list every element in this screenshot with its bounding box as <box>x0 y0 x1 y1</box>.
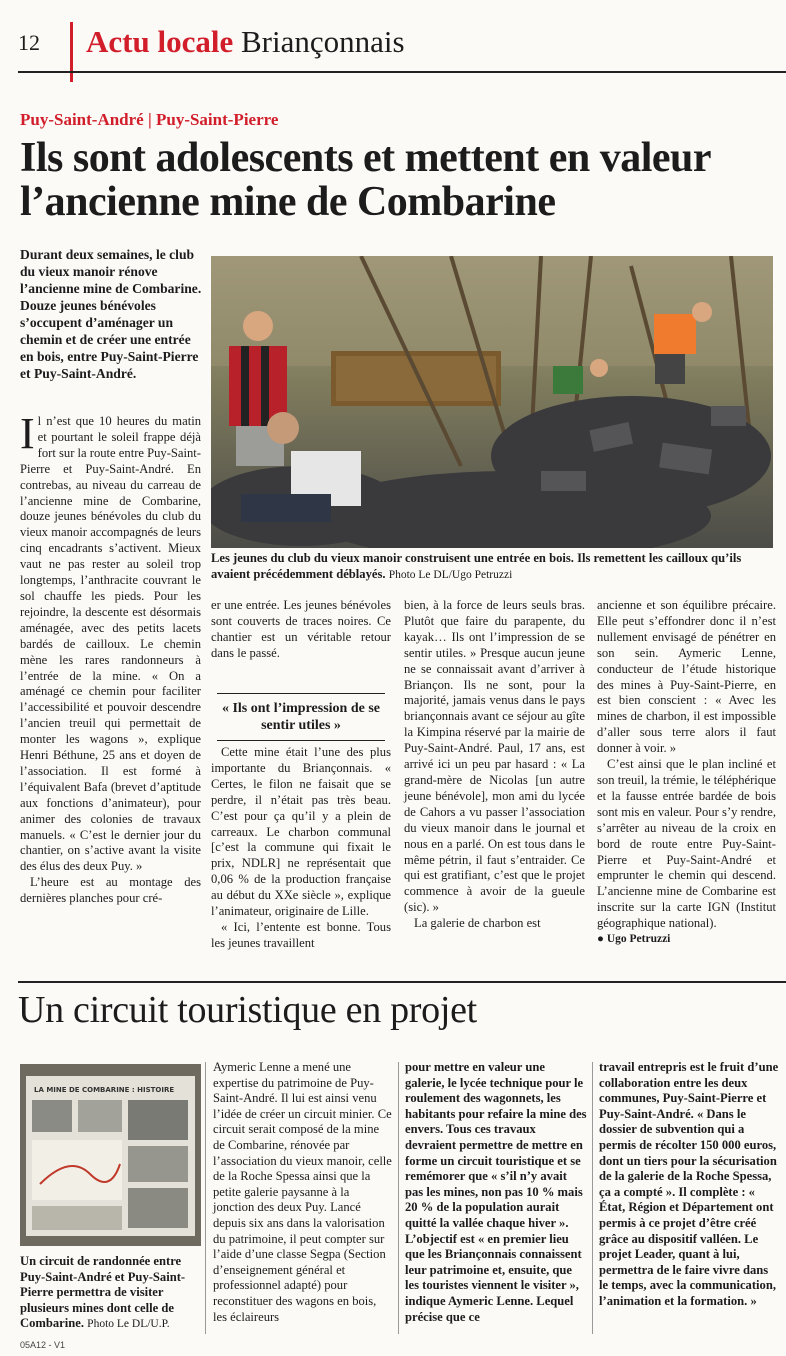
article-paragraph: er une entrée. Les jeunes bénévoles sont couverts de traces noires. Ce chantier est un véritable retour dans le passé. <box>211 598 391 660</box>
article-signature: ● Ugo Petruzzi <box>597 933 671 946</box>
column-rule <box>205 1062 206 1334</box>
page-code: 05A12 - V1 <box>20 1340 66 1350</box>
secondary-photo-caption-text: Un circuit de randonnée entre Puy-Saint-André et Puy-Saint-Pierre permettra de visiter plusieurs mines dont celle de Combarine. <box>20 1254 186 1330</box>
secondary-column-3: travail entrepris est le fruit d’une collaboration entre les deux communes, Puy-Saint-Pierre et Puy-Saint-André. « Dans le dossier de subvention qui a permis de récolter 150 000 euros, dont un tiers pour la sécurisation de la galerie de la Roche Spessa, ça a compté ». Il complète : « État, Région et Département ont permis à ce projet d’être créé grâce au dispositif valléen. Le projet Leader, quant à lui, permettra de le faire vivre dans le temps, avec la communication, l’animation et la formation. » <box>599 1060 779 1308</box>
photo-caption <box>211 551 773 583</box>
secondary-column-2: pour mettre en valeur une galerie, le lycée technique pour le roulement des wagonnets, les habitants pour refaire la mine des envers. Tous ces travaux devraient permettre de mettre en forme un circuit touristique et se remémorer que « s’il n’y avait pas les mines, non pas 10 % mais 20 % de la population aurait quitté la vallée chaque hiver ». L’objectif est « en premier lieu que les Briançonnais connaissent leur patrimoine et, ensuite, que les touristes viennent le visiter », indique Aymeric Lenne. Lequel précise que ce <box>405 1060 587 1324</box>
secondary-headline: Un circuit touristique en projet <box>18 989 477 1031</box>
article-column-3 <box>404 598 585 932</box>
article-paragraph: « Ici, l’entente est bonne. Tous les jeunes travaillent <box>211 919 391 950</box>
article-headline: Ils sont adolescents et mettent en valeur l’ancienne mine de Combarine <box>20 135 711 225</box>
section-separator <box>18 981 786 983</box>
article-lede: Durant deux semaines, le club du vieux manoir rénove l’ancienne mine de Combarine. Douze jeunes bénévoles s’occupent d’aménager un chemin et de créer une entrée en bois, entre Puy-Saint-Pierre et Puy-Saint-André. <box>20 247 202 381</box>
panel-sign-text: LA MINE DE COMBARINE : HISTOIRE <box>34 1086 175 1094</box>
section-title-bold: Actu locale <box>86 24 234 59</box>
photo-illustration <box>211 256 773 548</box>
article-paragraph: Cette mine était l’une des plus importante du Briançonnais. « Certes, le filon ne faisait que se perdre, il n’était pas très beau. C’est pour ça qu’il y a plein de carreaux. Le charbon communal [c’est la commune qui fixait le prix, NDLR] ne représentait que 0,06 % de la production française au début du XXe siècle », explique l’animateur, originaire de Lille. <box>211 745 391 919</box>
article-column-1 <box>20 409 201 907</box>
secondary-photo <box>20 1064 201 1246</box>
page-number: 12 <box>18 30 40 55</box>
info-panel-illustration <box>20 1064 201 1246</box>
article-photo <box>211 256 773 548</box>
column-rule <box>592 1062 593 1334</box>
photo-credit: Photo Le DL/Ugo Petruzzi <box>388 568 513 581</box>
article-column-2-cont <box>211 745 391 952</box>
header-divider <box>70 22 73 82</box>
drop-cap: I <box>20 409 35 458</box>
secondary-photo-caption <box>20 1254 201 1333</box>
article-kicker: Puy-Saint-André | Puy-Saint-Pierre <box>20 110 279 129</box>
photo-caption-text: Les jeunes du club du vieux manoir construisent une entrée en bois. Ils remettent les cailloux qu’ils avaient précédemment déblayés. <box>211 551 742 581</box>
article-column-2 <box>211 598 391 662</box>
article-paragraph: L’heure est au montage des dernières planches pour cré- <box>20 875 201 906</box>
article-paragraph: La galerie de charbon est <box>414 916 541 931</box>
section-title-region: Briançonnais <box>240 24 405 59</box>
article-paragraph: C’est ainsi que le plan incliné et son treuil, la trémie, le téléphérique et la fausse entrée bardée de bois sont mis en valeur. Pour s’y rendre, s’arrêter au niveau de la croix en bord de route entre Puy-Saint-Pierre et Puy-Saint-André et emprunter le chemin qui descend. L’ancienne mine de Combarine est inscrite sur la carte IGN (Institut géographique national). <box>597 757 776 931</box>
article-column-4 <box>597 598 776 948</box>
article-paragraph: Il n’est que 10 heures du matin et pourtant le soleil frappe déjà fort sur la route entre Puy-Saint-Pierre et Puy-Saint-André. En contrebas, au niveau du carreau de l’ancienne mine de Combarine, douze jeunes bénévoles du club du vieux manoir accompagnés de leurs cinq encadrants s’activent. Mieux vaut ne pas rester au soleil trop longtemps, l’anthracite couvrant le sol chauffe les pieds. Pour les rejoindre, la descente est désormais aménagée, avec des petits lacets bardés de cailloux. Le chemin mène les rares randonneurs à l’entrée de la mine. « On a aménagé ce chemin pour faciliter l’accessibilité et pouvoir descendre l’ancien treuil qui permettait de monter les wagons », explique Henri Béthune, 25 ans et doyen de l’association. Il est formé à l’équivalent Bafa (brevet d’aptitude aux fonctions d’animateur), pour animer des colonies de travaux manuels. « C’est le dernier jour du chantier, on s’active avant la visite des élus des deux Puy. » <box>20 409 201 874</box>
section-title <box>86 24 405 60</box>
column-rule <box>398 1062 399 1334</box>
secondary-photo-credit: Photo Le DL/U.P. <box>87 1318 170 1330</box>
header-rule <box>18 71 786 73</box>
article-paragraph: ancienne et son équilibre précaire. Elle peut s’effondrer donc il n’est nullement envisagé de pénétrer en son sein. Aymeric Lenne, conducteur de l’étude historique des mines à Puy-Saint-Pierre, en est bien conscient : « Avec les mines de charbon, il est impossible d’aller sous terre alors il faut donner à voir. » <box>597 598 776 756</box>
article-paragraph: bien, à la force de leurs seuls bras. Plutôt que faire du parapente, du kayak… Ils ont l’impression de se sentir utiles. » Presque aucun jeune ne se connaissait avant d’arriver à Briançon. Ils ne sont, pour la majorité, jamais venus dans le pays briançonnais avant ce séjour au gîte la Kimpina réservé par la mairie de Puy-Saint-André. Paul, 17 ans, est arrivé ici un peu par hasard : « La grand-mère de Nicolas [un autre jeune bénévole], mon ami du lycée de Cahors a vu passer l’association du vieux manoir dans le journal et nous en a parlé. On est tous dans le même pétrin, il faut s’entraider. Ce qui est gratifiant, c’est que le projet commence à avoir de la gueule (sic). » <box>404 598 585 915</box>
pull-quote: « Ils ont l’impression de se sentir utiles » <box>217 693 385 741</box>
secondary-column-1: Aymeric Lenne a mené une expertise du patrimoine de Puy-Saint-André. Il lui est ainsi venu l’idée de créer un circuit minier. Ce circuit serait composé de la mine de Combarine, rénovée par l’association du vieux manoir, celle de la Roche Spessa ainsi que la petite galerie paysanne à la jonction des deux Puy. Lancé depuis six ans dans la valorisation du patrimoine, il peut compter sur l’aide d’une classe Segpa (Section d’enseignement général et professionnel adapté) pour reconstituer des wagons en bois, les éclaireurs <box>213 1060 392 1324</box>
